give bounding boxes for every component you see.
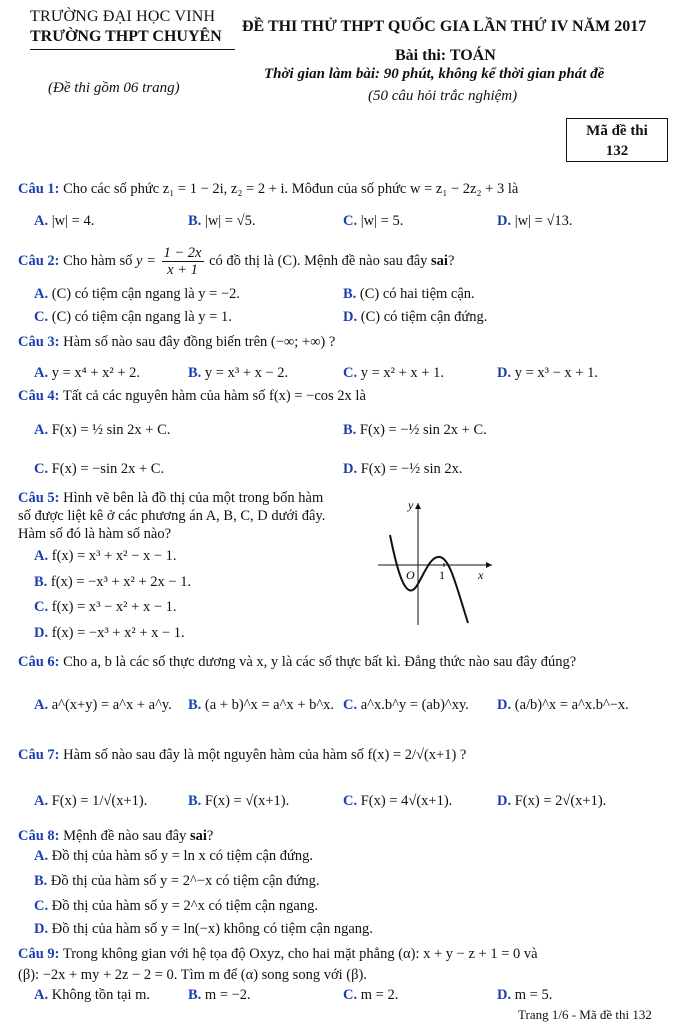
option-d: D. |w| = √13. [497,213,573,229]
option-d: D. f(x) = −x³ + x² + x − 1. [34,625,185,641]
question-4: Câu 4: Tất cả các nguyên hàm của hàm số f(x) = −cos 2x là [18,388,366,404]
question-1 [18,181,518,198]
y-axis-arrow [415,503,421,509]
origin-label: O [406,568,415,582]
option-a: A. f(x) = x³ + x² − x − 1. [34,548,177,564]
option-a: A. (C) có tiệm cận ngang là y = −2. [34,286,241,302]
option-b: B. y = x³ + x − 2. [188,365,289,381]
exam-code-value: 132 [605,143,629,159]
option-a: A. a^(x+y) = a^x + a^y. [34,697,172,713]
y-label: y [408,498,414,512]
option-c: C. y = x² + x + 1. [343,365,444,381]
option-d: D. Đồ thị của hàm số y = ln(−x) không có tiệm cận ngang. [34,921,373,937]
option-c: C. F(x) = −sin 2x + C. [34,461,165,477]
fraction: $\frac{1 - 2x}{x + 1}$ [163,245,202,278]
option-a: A. Không tồn tại m. [34,987,151,1003]
option-b: B. (C) có hai tiệm cận. [343,286,475,302]
option-c: C. (C) có tiệm cận ngang là y = 1. [34,309,232,325]
pages-note: (Đề thi gồm 06 trang) [48,80,180,96]
question-label: Câu 1: [18,181,60,197]
option-d: D. (a/b)^x = a^x.b^−x. [497,697,629,713]
option-b: B. |w| = √5. [188,213,256,229]
option-c: C. f(x) = x³ − x² + x − 1. [34,599,177,615]
university-name: TRƯỜNG ĐẠI HỌC VINH [30,8,216,25]
question-9-line2: (β): −2x + my + 2z − 2 = 0. Tìm m để (α) song song với (β). [18,967,367,983]
option-a: A. |w| = 4. [34,213,95,229]
exam-title: ĐỀ THI THỬ THPT QUỐC GIA LẦN THỨ IV NĂM 2017 [242,18,647,35]
question-8: Câu 8: Mệnh đề nào sau đây sai? [18,828,214,844]
subject: Bài thi: TOÁN [395,47,496,64]
option-b: B. (a + b)^x = a^x + b^x. [188,697,335,713]
option-d: D. F(x) = −½ sin 2x. [343,461,463,477]
option-d: D. (C) có tiệm cận đứng. [343,309,488,325]
option-b: B. F(x) = −½ sin 2x + C. [343,422,487,438]
question-6: Câu 6: Cho a, b là các số thực dương và x, y là các số thực bất kì. Đẳng thức nào sau đây đúng? [18,654,577,670]
x-axis-arrow [486,562,492,568]
option-b: B. F(x) = √(x+1). [188,793,290,809]
question-5: Câu 5: Hình vẽ bên là đồ thị của một trong bốn hàm [18,490,324,506]
question-2: Câu 2: Cho hàm số y = $\frac{1 - 2x}{x + 1}$ có đồ thị là (C). Mệnh đề nào sau đây sai? [18,245,455,278]
question-5-line3: Hàm số đó là hàm số nào? [18,526,172,542]
option-d: D. y = x³ − x + 1. [497,365,598,381]
option-b: B. f(x) = −x³ + x² + 2x − 1. [34,574,192,590]
option-c: C. F(x) = 4√(x+1). [343,793,453,809]
option-c: C. |w| = 5. [343,213,404,229]
question-5-line2: số được liệt kê ở các phương án A, B, C, D dưới đây. [18,508,326,524]
option-a: A. y = x⁴ + x² + 2. [34,365,141,381]
exam-code-label: Mã đề thi [586,123,648,139]
question-label: Câu 2: [18,252,60,269]
question-count: (50 câu hỏi trắc nghiệm) [368,88,518,104]
option-d: D. m = 5. [497,987,553,1003]
option-b: B. m = −2. [188,987,251,1003]
question-9: Câu 9: Trong không gian với hệ tọa độ Oxyz, cho hai mặt phẳng (α): x + y − z + 1 = 0 và [18,946,538,962]
curve [390,535,468,623]
function-graph [368,495,498,630]
option-a: A. Đồ thị của hàm số y = ln x có tiệm cận đứng. [34,848,314,864]
exam-time: Thời gian làm bài: 90 phút, không kể thời gian phát đề [264,66,605,82]
option-a: A. F(x) = 1/√(x+1). [34,793,148,809]
option-c: C. a^x.b^y = (ab)^xy. [343,697,469,713]
one-label: 1 [439,568,445,582]
header-divider [30,49,235,50]
option-a: A. F(x) = ½ sin 2x + C. [34,422,171,438]
question-7: Câu 7: Hàm số nào sau đây là một nguyên hàm của hàm số f(x) = 2/√(x+1) ? [18,747,467,763]
school-name: TRƯỜNG THPT CHUYÊN [30,28,222,45]
option-b: B. Đồ thị của hàm số y = 2^−x có tiệm cận đứng. [34,873,320,889]
option-c: C. Đồ thị của hàm số y = 2^x có tiệm cận ngang. [34,898,318,914]
exam-code-box [566,118,668,162]
question-3: Câu 3: Hàm số nào sau đây đồng biến trên (−∞; +∞) ? [18,334,336,350]
option-d: D. F(x) = 2√(x+1). [497,793,607,809]
x-label: x [478,568,484,582]
question-text: Cho các số phức z₁ = 1 − 2i, z₂ = 2 + i. Môđun của số phức w = z₁ − 2z₂ + 3 là [63,181,519,197]
page-footer: Trang 1/6 - Mã đề thi 132 [518,1007,652,1022]
option-c: C. m = 2. [343,987,399,1003]
